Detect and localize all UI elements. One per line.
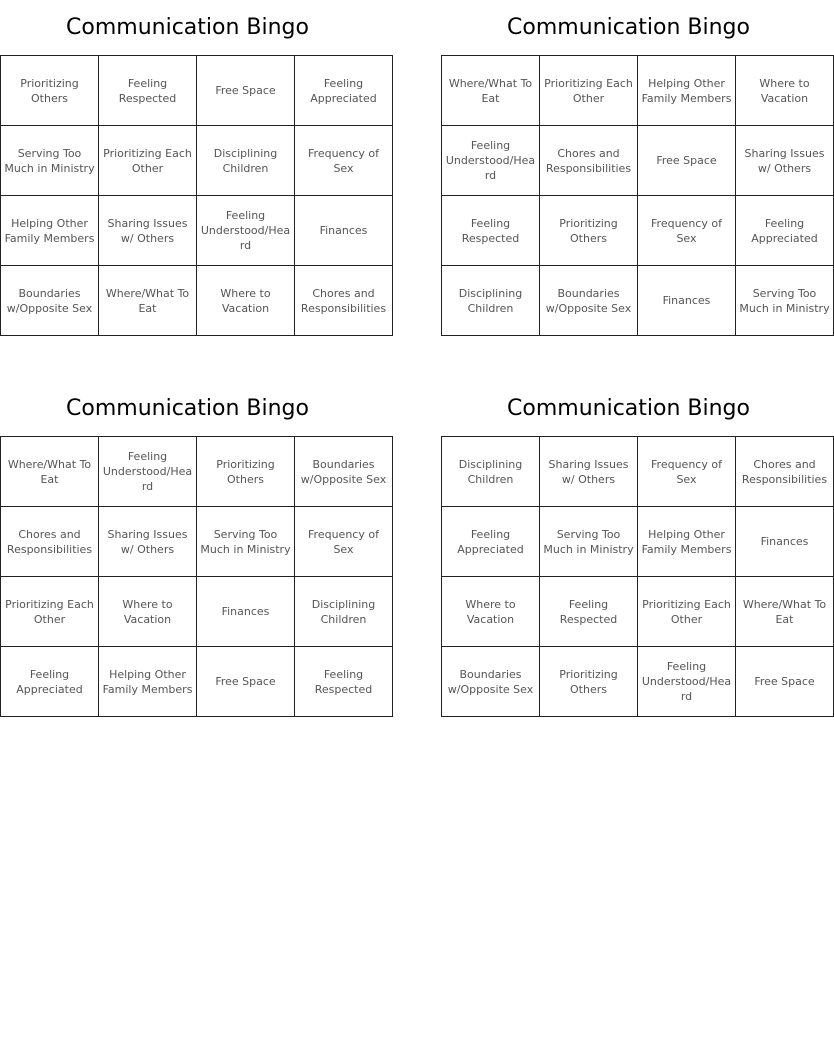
bingo-grid	[0, 55, 393, 336]
bingo-cell: Boundaries w/Opposite Sex	[1, 266, 99, 336]
bingo-cell: Serving Too Much in Ministry	[540, 507, 638, 577]
bingo-cell: Prioritizing Each Other	[1, 577, 99, 647]
bingo-grid	[441, 55, 834, 336]
bingo-cell: Free Space	[197, 56, 295, 126]
bingo-cell: Finances	[197, 577, 295, 647]
bingo-cell: Disciplining Children	[442, 266, 540, 336]
bingo-cell: Disciplining Children	[442, 437, 540, 507]
bingo-cell: Where to Vacation	[736, 56, 834, 126]
bingo-cell: Where to Vacation	[99, 577, 197, 647]
bingo-cell: Chores and Responsibilities	[540, 126, 638, 196]
bingo-row	[1, 56, 393, 126]
bingo-row	[1, 577, 393, 647]
bingo-cell: Where/What To Eat	[736, 577, 834, 647]
bingo-cell: Finances	[638, 266, 736, 336]
bingo-cell: Feeling Understood/Heard	[638, 647, 736, 717]
bingo-cell: Feeling Respected	[442, 196, 540, 266]
bingo-cell: Frequency of Sex	[295, 507, 393, 577]
bingo-cell: Sharing Issues w/ Others	[99, 507, 197, 577]
card-title: Communication Bingo	[66, 396, 309, 421]
bingo-grid	[441, 436, 834, 717]
bingo-cell: Feeling Appreciated	[295, 56, 393, 126]
bingo-row	[1, 126, 393, 196]
card-title: Communication Bingo	[66, 15, 309, 40]
bingo-row	[442, 647, 834, 717]
bingo-row	[442, 437, 834, 507]
bingo-cell: Disciplining Children	[197, 126, 295, 196]
bingo-cell: Serving Too Much in Ministry	[197, 507, 295, 577]
bingo-cell: Serving Too Much in Ministry	[1, 126, 99, 196]
bingo-cell: Feeling Appreciated	[1, 647, 99, 717]
bingo-cell: Feeling Appreciated	[736, 196, 834, 266]
bingo-cell: Feeling Understood/Heard	[197, 196, 295, 266]
bingo-row	[442, 196, 834, 266]
bingo-cell: Finances	[736, 507, 834, 577]
bingo-row	[1, 196, 393, 266]
bingo-row	[1, 266, 393, 336]
bingo-cell: Prioritizing Each Other	[540, 56, 638, 126]
bingo-row	[442, 126, 834, 196]
bingo-cell: Feeling Understood/Heard	[442, 126, 540, 196]
bingo-cell: Where/What To Eat	[1, 437, 99, 507]
bingo-cell: Prioritizing Each Other	[638, 577, 736, 647]
bingo-row	[1, 507, 393, 577]
bingo-cell: Sharing Issues w/ Others	[736, 126, 834, 196]
bingo-row	[442, 56, 834, 126]
bingo-cell: Boundaries w/Opposite Sex	[442, 647, 540, 717]
bingo-cell: Feeling Understood/Heard	[99, 437, 197, 507]
card-title: Communication Bingo	[507, 15, 750, 40]
bingo-row	[442, 507, 834, 577]
bingo-cell: Free Space	[736, 647, 834, 717]
card-title: Communication Bingo	[507, 396, 750, 421]
bingo-cell: Prioritizing Others	[540, 196, 638, 266]
bingo-cell: Frequency of Sex	[295, 126, 393, 196]
bingo-cell: Prioritizing Others	[1, 56, 99, 126]
bingo-cell: Boundaries w/Opposite Sex	[540, 266, 638, 336]
bingo-cell: Helping Other Family Members	[1, 196, 99, 266]
bingo-cell: Feeling Respected	[540, 577, 638, 647]
bingo-cell: Frequency of Sex	[638, 196, 736, 266]
bingo-row	[442, 266, 834, 336]
bingo-card	[441, 381, 828, 721]
bingo-cell: Helping Other Family Members	[638, 507, 736, 577]
bingo-cell: Feeling Respected	[99, 56, 197, 126]
bingo-cell: Chores and Responsibilities	[736, 437, 834, 507]
bingo-card	[0, 381, 387, 721]
bingo-cell: Prioritizing Each Other	[99, 126, 197, 196]
bingo-cell: Frequency of Sex	[638, 437, 736, 507]
bingo-cell: Prioritizing Others	[540, 647, 638, 717]
bingo-cell: Where to Vacation	[442, 577, 540, 647]
bingo-cell: Helping Other Family Members	[99, 647, 197, 717]
bingo-row	[1, 647, 393, 717]
bingo-card	[0, 0, 387, 340]
bingo-row	[442, 577, 834, 647]
bingo-cell: Free Space	[638, 126, 736, 196]
bingo-cell: Where to Vacation	[197, 266, 295, 336]
bingo-cell: Disciplining Children	[295, 577, 393, 647]
bingo-cell: Chores and Responsibilities	[295, 266, 393, 336]
bingo-cell: Finances	[295, 196, 393, 266]
bingo-cell: Feeling Respected	[295, 647, 393, 717]
bingo-cell: Prioritizing Others	[197, 437, 295, 507]
bingo-cell: Chores and Responsibilities	[1, 507, 99, 577]
bingo-cell: Sharing Issues w/ Others	[99, 196, 197, 266]
bingo-cell: Sharing Issues w/ Others	[540, 437, 638, 507]
bingo-cell: Serving Too Much in Ministry	[736, 266, 834, 336]
bingo-cell: Helping Other Family Members	[638, 56, 736, 126]
bingo-grid	[0, 436, 393, 717]
bingo-cell: Feeling Appreciated	[442, 507, 540, 577]
bingo-row	[1, 437, 393, 507]
bingo-cell: Where/What To Eat	[99, 266, 197, 336]
bingo-card	[441, 0, 830, 340]
bingo-cell: Free Space	[197, 647, 295, 717]
bingo-cell: Where/What To Eat	[442, 56, 540, 126]
bingo-cell: Boundaries w/Opposite Sex	[295, 437, 393, 507]
